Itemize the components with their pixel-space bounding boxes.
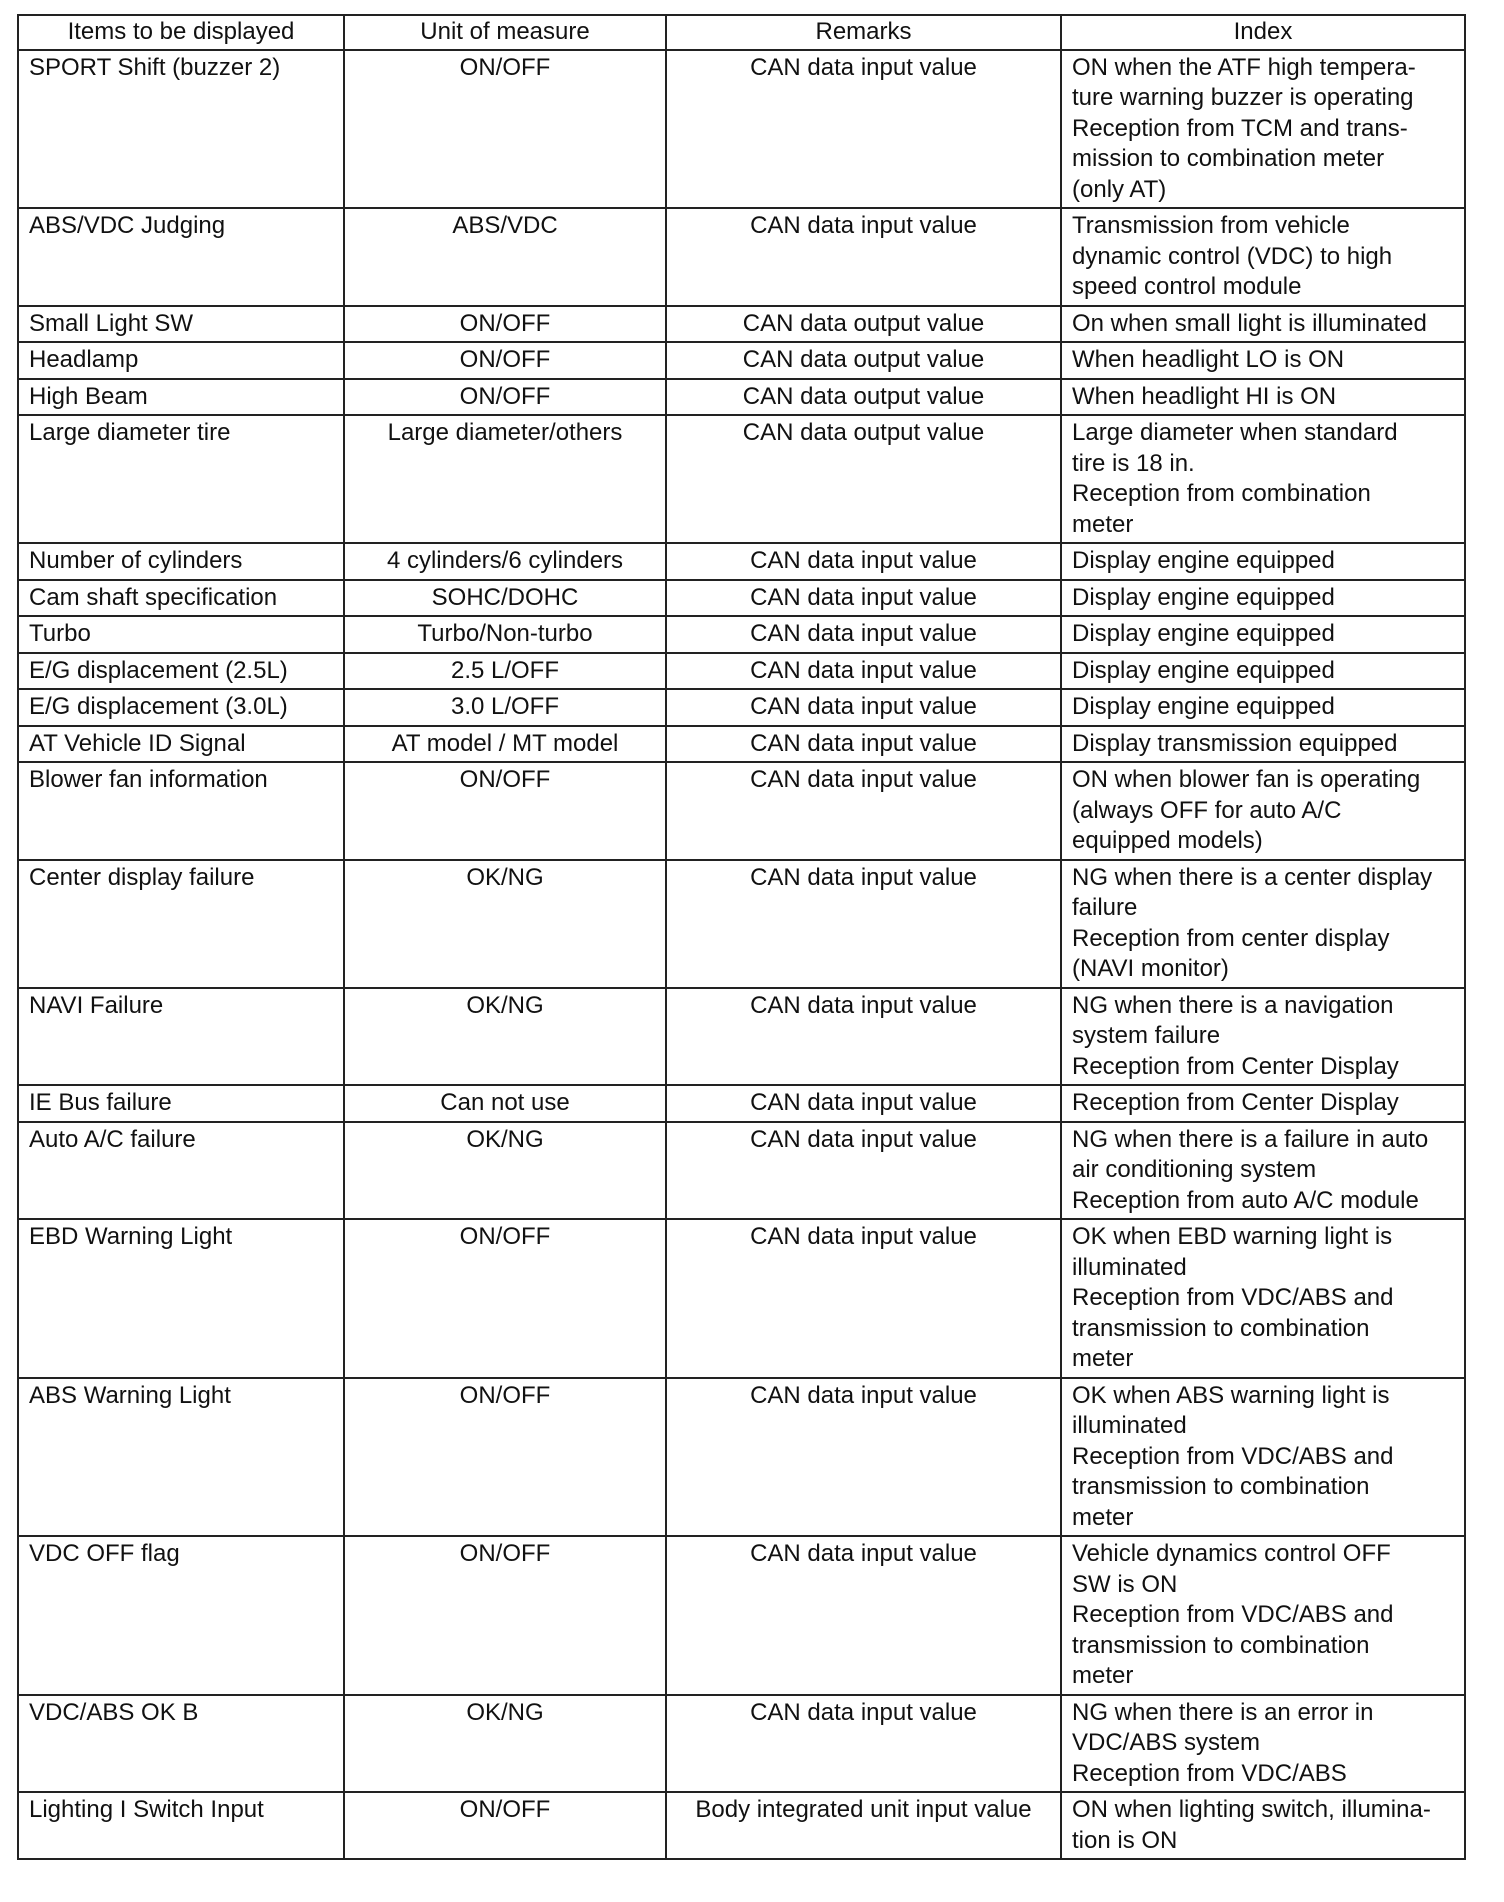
unit-cell: Can not use — [344, 1085, 666, 1122]
item-cell: Lighting I Switch Input — [18, 1792, 344, 1859]
item-cell: AT Vehicle ID Signal — [18, 726, 344, 763]
item-cell: High Beam — [18, 379, 344, 416]
remark-cell: CAN data input value — [666, 1536, 1061, 1695]
index-cell: Large diameter when standard tire is 18 in. Reception from combination meter — [1061, 415, 1465, 543]
item-cell: Center display failure — [18, 860, 344, 988]
remark-cell: CAN data input value — [666, 860, 1061, 988]
remark-cell: CAN data input value — [666, 689, 1061, 726]
index-cell: Transmission from vehicle dynamic control (VDC) to high speed control module — [1061, 208, 1465, 306]
unit-cell: OK/NG — [344, 1122, 666, 1220]
remark-cell: CAN data input value — [666, 50, 1061, 209]
unit-cell: ON/OFF — [344, 1792, 666, 1859]
unit-cell: ON/OFF — [344, 50, 666, 209]
table-row — [18, 1536, 1465, 1695]
table-row — [18, 1085, 1465, 1122]
remark-cell: CAN data input value — [666, 616, 1061, 653]
header-unit-of-measure: Unit of measure — [344, 15, 666, 50]
item-cell: Small Light SW — [18, 306, 344, 343]
index-cell: NG when there is a center display failure Reception from center display (NAVI monitor) — [1061, 860, 1465, 988]
remark-cell: CAN data input value — [666, 1219, 1061, 1378]
item-cell: E/G displacement (3.0L) — [18, 689, 344, 726]
index-cell: Display engine equipped — [1061, 543, 1465, 580]
table-row — [18, 306, 1465, 343]
index-cell: When headlight LO is ON — [1061, 342, 1465, 379]
table-row — [18, 208, 1465, 306]
item-cell: Large diameter tire — [18, 415, 344, 543]
index-cell: OK when ABS warning light is illuminated Reception from VDC/ABS and transmission to combination meter — [1061, 1378, 1465, 1537]
item-cell: NAVI Failure — [18, 988, 344, 1086]
table-row — [18, 860, 1465, 988]
remark-cell: CAN data input value — [666, 1378, 1061, 1537]
unit-cell: ON/OFF — [344, 379, 666, 416]
item-cell: VDC/ABS OK B — [18, 1695, 344, 1793]
index-cell: Display engine equipped — [1061, 689, 1465, 726]
remark-cell: CAN data input value — [666, 1085, 1061, 1122]
index-cell: NG when there is an error in VDC/ABS system Reception from VDC/ABS — [1061, 1695, 1465, 1793]
remark-cell: CAN data input value — [666, 1695, 1061, 1793]
unit-cell: Large diameter/others — [344, 415, 666, 543]
table-row — [18, 616, 1465, 653]
index-cell: Display transmission equipped — [1061, 726, 1465, 763]
remark-cell: Body integrated unit input value — [666, 1792, 1061, 1859]
remark-cell: CAN data output value — [666, 306, 1061, 343]
unit-cell: OK/NG — [344, 1695, 666, 1793]
index-cell: ON when lighting switch, illumina- tion is ON — [1061, 1792, 1465, 1859]
header-items-to-be-displayed: Items to be displayed — [18, 15, 344, 50]
table-row — [18, 1378, 1465, 1537]
table-row — [18, 543, 1465, 580]
index-cell: NG when there is a failure in auto air conditioning system Reception from auto A/C module — [1061, 1122, 1465, 1220]
table-row — [18, 379, 1465, 416]
unit-cell: ON/OFF — [344, 1536, 666, 1695]
index-cell: ON when the ATF high tempera- ture warning buzzer is operating Reception from TCM and trans- mission to combination meter (only AT) — [1061, 50, 1465, 209]
item-cell: IE Bus failure — [18, 1085, 344, 1122]
remark-cell: CAN data output value — [666, 379, 1061, 416]
table-row — [18, 1792, 1465, 1859]
remark-cell: CAN data input value — [666, 988, 1061, 1086]
unit-cell: AT model / MT model — [344, 726, 666, 763]
unit-cell: OK/NG — [344, 860, 666, 988]
item-cell: Blower fan information — [18, 762, 344, 860]
item-cell: E/G displacement (2.5L) — [18, 653, 344, 690]
table-row — [18, 1122, 1465, 1220]
table-row — [18, 689, 1465, 726]
remark-cell: CAN data input value — [666, 208, 1061, 306]
index-cell: Vehicle dynamics control OFF SW is ON Reception from VDC/ABS and transmission to combination meter — [1061, 1536, 1465, 1695]
table-row — [18, 762, 1465, 860]
remark-cell: CAN data input value — [666, 580, 1061, 617]
table-header — [18, 15, 1465, 50]
index-cell: On when small light is illuminated — [1061, 306, 1465, 343]
remark-cell: CAN data input value — [666, 762, 1061, 860]
unit-cell: SOHC/DOHC — [344, 580, 666, 617]
table-row — [18, 988, 1465, 1086]
item-cell: ABS Warning Light — [18, 1378, 344, 1537]
item-cell: Turbo — [18, 616, 344, 653]
index-cell: Display engine equipped — [1061, 616, 1465, 653]
unit-cell: 2.5 L/OFF — [344, 653, 666, 690]
table-row — [18, 342, 1465, 379]
unit-cell: OK/NG — [344, 988, 666, 1086]
table-row — [18, 1695, 1465, 1793]
unit-cell: ON/OFF — [344, 1219, 666, 1378]
item-cell: VDC OFF flag — [18, 1536, 344, 1695]
item-cell: Number of cylinders — [18, 543, 344, 580]
table-row — [18, 726, 1465, 763]
remark-cell: CAN data input value — [666, 726, 1061, 763]
item-cell: Auto A/C failure — [18, 1122, 344, 1220]
item-cell: Cam shaft specification — [18, 580, 344, 617]
index-cell: NG when there is a navigation system failure Reception from Center Display — [1061, 988, 1465, 1086]
unit-cell: ON/OFF — [344, 1378, 666, 1537]
index-cell: When headlight HI is ON — [1061, 379, 1465, 416]
remark-cell: CAN data output value — [666, 415, 1061, 543]
item-cell: ABS/VDC Judging — [18, 208, 344, 306]
remark-cell: CAN data input value — [666, 1122, 1061, 1220]
table-row — [18, 415, 1465, 543]
unit-cell: ON/OFF — [344, 762, 666, 860]
table-row — [18, 1219, 1465, 1378]
item-cell: EBD Warning Light — [18, 1219, 344, 1378]
remark-cell: CAN data input value — [666, 543, 1061, 580]
table-row — [18, 653, 1465, 690]
header-row — [18, 15, 1465, 50]
remark-cell: CAN data input value — [666, 653, 1061, 690]
data-items-table — [17, 14, 1466, 1860]
index-cell: OK when EBD warning light is illuminated Reception from VDC/ABS and transmission to combination meter — [1061, 1219, 1465, 1378]
table-row — [18, 580, 1465, 617]
remark-cell: CAN data output value — [666, 342, 1061, 379]
table-body — [18, 50, 1465, 1860]
unit-cell: ON/OFF — [344, 306, 666, 343]
index-cell: Reception from Center Display — [1061, 1085, 1465, 1122]
header-index: Index — [1061, 15, 1465, 50]
header-remarks: Remarks — [666, 15, 1061, 50]
item-cell: Headlamp — [18, 342, 344, 379]
unit-cell: ABS/VDC — [344, 208, 666, 306]
index-cell: ON when blower fan is operating (always OFF for auto A/C equipped models) — [1061, 762, 1465, 860]
unit-cell: 4 cylinders/6 cylinders — [344, 543, 666, 580]
unit-cell: 3.0 L/OFF — [344, 689, 666, 726]
index-cell: Display engine equipped — [1061, 580, 1465, 617]
unit-cell: Turbo/Non-turbo — [344, 616, 666, 653]
unit-cell: ON/OFF — [344, 342, 666, 379]
index-cell: Display engine equipped — [1061, 653, 1465, 690]
table-row — [18, 50, 1465, 209]
item-cell: SPORT Shift (buzzer 2) — [18, 50, 344, 209]
